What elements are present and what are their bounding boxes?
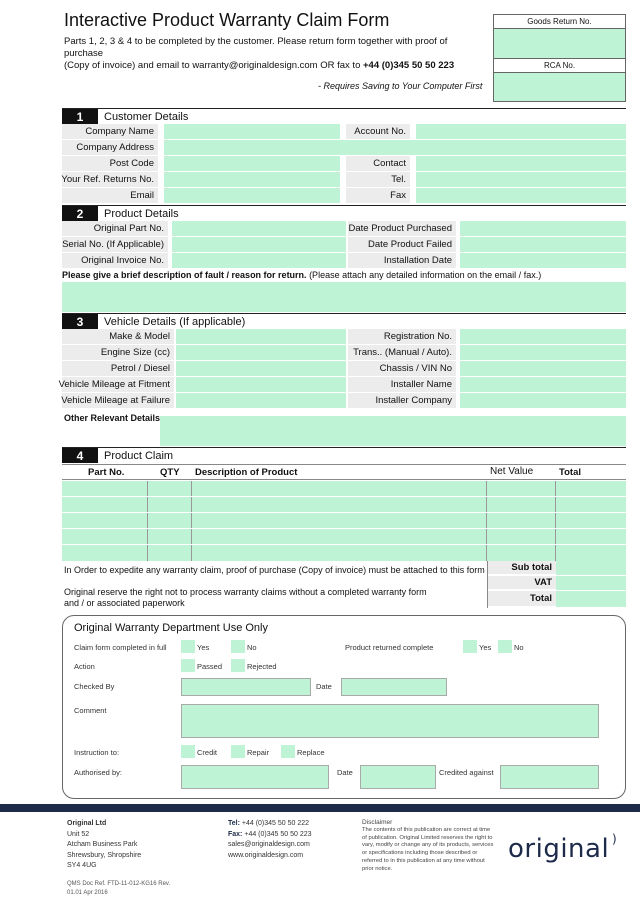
vat-field[interactable] [556, 576, 626, 590]
col-description: Description of Product [195, 467, 298, 478]
instruction-replace-label: Replace [297, 748, 325, 757]
email-field[interactable] [164, 188, 340, 203]
petrol-label: Petrol / Diesel [62, 361, 174, 377]
part-no-cell[interactable] [62, 481, 148, 496]
claim-complete-yes-checkbox[interactable] [181, 640, 195, 653]
footer-web[interactable]: www.originaldesign.com [228, 851, 304, 859]
net-value-cell[interactable] [487, 545, 556, 561]
installer-company-label: Installer Company [348, 393, 456, 409]
footer-disclaimer [362, 819, 504, 874]
post-code-field[interactable] [164, 156, 340, 171]
authorised-by-label: Authorised by: [74, 768, 122, 777]
product-returned-no-label: No [514, 643, 524, 652]
product-returned-yes-label: Yes [479, 643, 492, 652]
claim-table-header [62, 464, 626, 480]
product-returned-label: Product returned complete [345, 643, 434, 652]
petrol-field[interactable] [176, 361, 346, 376]
footer-addr4: SY4 4UG [67, 862, 97, 869]
net-value-cell[interactable] [487, 529, 556, 544]
rca-field[interactable] [494, 73, 625, 101]
checked-date-field[interactable] [341, 678, 447, 696]
reserve-line2: and / or associated paperwork [64, 598, 185, 608]
subtotal-label: Sub total [488, 561, 556, 575]
checked-by-field[interactable] [181, 678, 311, 696]
intro-line2-prefix: (Copy of invoice) and email to [64, 60, 193, 71]
table-row [62, 497, 626, 513]
table-row [62, 545, 626, 561]
goods-return-label: Goods Return No. [494, 15, 625, 29]
part-no-cell[interactable] [62, 529, 148, 544]
other-details-field[interactable] [160, 416, 626, 446]
total-cell[interactable] [556, 529, 626, 544]
action-rejected-label: Rejected [247, 662, 277, 671]
col-net-value: Net Value [490, 466, 534, 477]
intro-line1: Parts 1, 2, 3 & 4 to be completed by the customer. Please return form together with proof of purchase [64, 36, 448, 59]
mileage-failure-field[interactable] [176, 393, 346, 408]
office-ref-box [493, 14, 626, 102]
registration-field[interactable] [460, 329, 626, 344]
original-part-field[interactable] [172, 221, 346, 236]
footer-email[interactable]: sales@originaldesign.com [228, 841, 310, 848]
action-rejected-checkbox[interactable] [231, 659, 245, 672]
serial-no-field[interactable] [172, 237, 346, 252]
footer-fax: +44 (0)345 50 50 223 [244, 830, 312, 838]
col-qty: QTY [160, 467, 180, 478]
page-title: Interactive Product Warranty Claim Form [64, 10, 390, 30]
net-value-cell[interactable] [487, 497, 556, 512]
qty-cell[interactable] [148, 545, 192, 561]
make-model-field[interactable] [176, 329, 346, 344]
instruction-repair-checkbox[interactable] [231, 745, 245, 758]
mileage-fitment-label: Vehicle Mileage at Fitment [62, 377, 174, 393]
footer-address [67, 819, 141, 872]
post-code-label: Post Code [62, 156, 158, 172]
engine-size-field[interactable] [176, 345, 346, 360]
intro-text [64, 36, 484, 72]
disclaimer-line: referred to in this publication at any time without [362, 857, 485, 864]
claim-rows [62, 481, 626, 561]
footer-fax-line [228, 830, 312, 841]
footer-addr1: Unit 52 [67, 830, 90, 838]
chassis-field[interactable] [460, 361, 626, 376]
installer-company-field[interactable] [460, 393, 626, 408]
intro-line2 [64, 60, 484, 72]
instruction-repair-label: Repair [247, 748, 270, 757]
footer-tel: +44 (0)345 50 50 222 [241, 820, 310, 827]
qty-cell[interactable] [148, 529, 192, 544]
serial-no-label: Serial No. (If Applicable) [62, 237, 168, 253]
section2-number: 2 [62, 206, 98, 221]
product-returned-yes-checkbox[interactable] [463, 640, 477, 653]
engine-size-label: Engine Size (cc) [62, 345, 174, 361]
description-cell[interactable] [192, 481, 487, 496]
date-purchased-label: Date Product Purchased [348, 221, 456, 237]
footer-fax-label: Fax: [228, 830, 243, 838]
fault-instructions [62, 270, 541, 280]
instruction-credit-label: Credit [197, 748, 218, 757]
claim-complete-no-checkbox[interactable] [231, 640, 245, 653]
total-cell[interactable] [556, 497, 626, 512]
saving-note: - Requires Saving to Your Computer First [318, 81, 483, 91]
claim-complete-no-label: No [247, 643, 257, 652]
doc-ref-line2: 01.01 Apr 2016 [67, 890, 108, 896]
action-passed-checkbox[interactable] [181, 659, 195, 672]
date-failed-label: Date Product Failed [348, 237, 456, 253]
original-logo [508, 832, 618, 864]
total-row [488, 591, 626, 607]
net-value-cell[interactable] [487, 513, 556, 528]
checked-by-label: Checked By [74, 682, 115, 691]
other-details-label: Other Relevant Details [64, 413, 161, 423]
action-label: Action [74, 662, 95, 671]
contact-field[interactable] [416, 156, 626, 171]
date-failed-field[interactable] [460, 237, 626, 252]
section4-title: Product Claim [104, 449, 174, 462]
subtotal-row [488, 561, 626, 576]
part-no-cell[interactable] [62, 513, 148, 528]
fault-note: (Please attach any detailed information on the email / fax.) [306, 270, 542, 280]
col-total: Total [559, 467, 581, 478]
part-no-cell[interactable] [62, 497, 148, 512]
original-invoice-field[interactable] [172, 253, 346, 268]
fault-bold: Please give a brief description of fault / reason for return. [62, 270, 307, 280]
description-cell[interactable] [192, 529, 487, 544]
authorised-date-field[interactable] [360, 765, 436, 789]
email-link[interactable]: warranty@originaldesign.com [192, 60, 318, 71]
fault-description-field[interactable] [62, 282, 626, 312]
instruction-credit-checkbox[interactable] [181, 745, 195, 758]
disclaimer-line: prior notice. [362, 865, 393, 872]
disclaimer-line: vary, modify or change any of its products, services [362, 842, 494, 849]
disclaimer-line: The contents of this publication are correct at time [362, 826, 491, 833]
expedite-note: In Order to expedite any warranty claim, proof of purchase (Copy of invoice) must be attached to this form [64, 565, 485, 575]
footer-band [0, 804, 640, 812]
footer-tel-line [228, 819, 312, 830]
footer-addr2: Atcham Business Park [67, 841, 138, 848]
credited-against-label: Credited against [439, 768, 494, 777]
totals-block [487, 561, 626, 608]
claim-complete-label: Claim form completed in full [74, 643, 167, 652]
reserve-line1: Original reserve the right not to process warranty claims without a completed warranty form [64, 587, 427, 597]
installer-name-label: Installer Name [348, 377, 456, 393]
checked-date-label: Date [316, 682, 332, 691]
description-cell[interactable] [192, 497, 487, 512]
office-use-title: Original Warranty Department Use Only [74, 622, 268, 634]
total-label: Total [488, 591, 556, 607]
section1-title: Customer Details [104, 110, 189, 123]
logo-swoosh-icon: ) [612, 832, 618, 846]
email-label: Email [62, 188, 158, 204]
comment-field[interactable] [181, 704, 599, 738]
make-model-label: Make & Model [62, 329, 174, 345]
installer-name-field[interactable] [460, 377, 626, 392]
footer-contact [228, 819, 312, 861]
description-cell[interactable] [192, 513, 487, 528]
account-no-label: Account No. [346, 124, 410, 140]
total-cell[interactable] [556, 481, 626, 496]
fax-field[interactable] [416, 188, 626, 203]
comment-label: Comment [74, 706, 107, 715]
trans-label: Trans.. (Manual / Auto). [348, 345, 456, 361]
trans-field[interactable] [460, 345, 626, 360]
total-cell[interactable] [556, 545, 626, 561]
reserve-note [64, 587, 427, 609]
registration-label: Registration No. [348, 329, 456, 345]
credited-against-field[interactable] [500, 765, 599, 789]
subtotal-field[interactable] [556, 561, 626, 575]
account-no-field[interactable] [416, 124, 626, 139]
fax-label: Fax [346, 188, 410, 204]
col-part-no: Part No. [88, 467, 125, 478]
table-row [62, 513, 626, 529]
total-cell[interactable] [556, 513, 626, 528]
your-ref-field[interactable] [164, 172, 340, 187]
section4-number: 4 [62, 448, 98, 463]
description-cell[interactable] [192, 545, 487, 561]
logo-text: original [508, 834, 610, 864]
authorised-by-field[interactable] [181, 765, 329, 789]
qty-cell[interactable] [148, 513, 192, 528]
part-no-cell[interactable] [62, 545, 148, 561]
installation-date-label: Installation Date [348, 253, 456, 269]
claim-complete-yes-label: Yes [197, 643, 210, 652]
table-row [62, 481, 626, 497]
instruction-replace-checkbox[interactable] [281, 745, 295, 758]
fax-number: +44 (0)345 50 50 223 [363, 60, 455, 71]
footer-tel-label: Tel: [228, 820, 240, 827]
section3-number: 3 [62, 314, 98, 329]
section3-title: Vehicle Details (If applicable) [104, 315, 246, 328]
table-row [62, 529, 626, 545]
footer-doc-ref [67, 880, 170, 898]
footer-company: Original Ltd [67, 820, 107, 827]
disclaimer-title: Disclaimer [362, 819, 393, 826]
doc-ref-line1: QMS Doc Ref. FTD-11-012-KG16 Rev. [67, 881, 171, 887]
net-value-cell[interactable] [487, 481, 556, 496]
original-part-label: Original Part No. [62, 221, 168, 237]
section2-title: Product Details [104, 207, 179, 220]
company-name-label: Company Name [62, 124, 158, 140]
instruction-label: Instruction to: [74, 748, 120, 757]
footer-addr3: Shrewsbury, Shropshire [67, 851, 142, 859]
product-returned-no-checkbox[interactable] [498, 640, 512, 653]
disclaimer-line: of publication. Original Limited reserves the right to [362, 834, 493, 841]
mileage-fitment-field[interactable] [176, 377, 346, 392]
company-name-field[interactable] [164, 124, 340, 139]
tel-label: Tel. [346, 172, 410, 188]
mileage-failure-label: Vehicle Mileage at Failure [62, 393, 174, 409]
original-invoice-label: Original Invoice No. [62, 253, 168, 269]
your-ref-label: Your Ref. Returns No. [62, 172, 158, 188]
section1-number: 1 [62, 109, 98, 124]
disclaimer-line: or specifications including those described or [362, 850, 478, 857]
action-passed-label: Passed [197, 662, 223, 671]
company-address-field[interactable] [164, 140, 626, 155]
qty-cell[interactable] [148, 497, 192, 512]
authorised-date-label: Date [337, 768, 353, 777]
goods-return-field[interactable] [494, 29, 625, 59]
total-field[interactable] [556, 591, 626, 607]
installation-date-field[interactable] [460, 253, 626, 268]
chassis-label: Chassis / VIN No [348, 361, 456, 377]
vat-row [488, 576, 626, 591]
contact-label: Contact [346, 156, 410, 172]
qty-cell[interactable] [148, 481, 192, 496]
date-purchased-field[interactable] [460, 221, 626, 236]
vat-label: VAT [488, 576, 556, 590]
company-address-label: Company Address [62, 140, 158, 156]
rca-label: RCA No. [494, 59, 625, 73]
tel-field[interactable] [416, 172, 626, 187]
intro-line2-mid: OR fax to [317, 60, 363, 71]
